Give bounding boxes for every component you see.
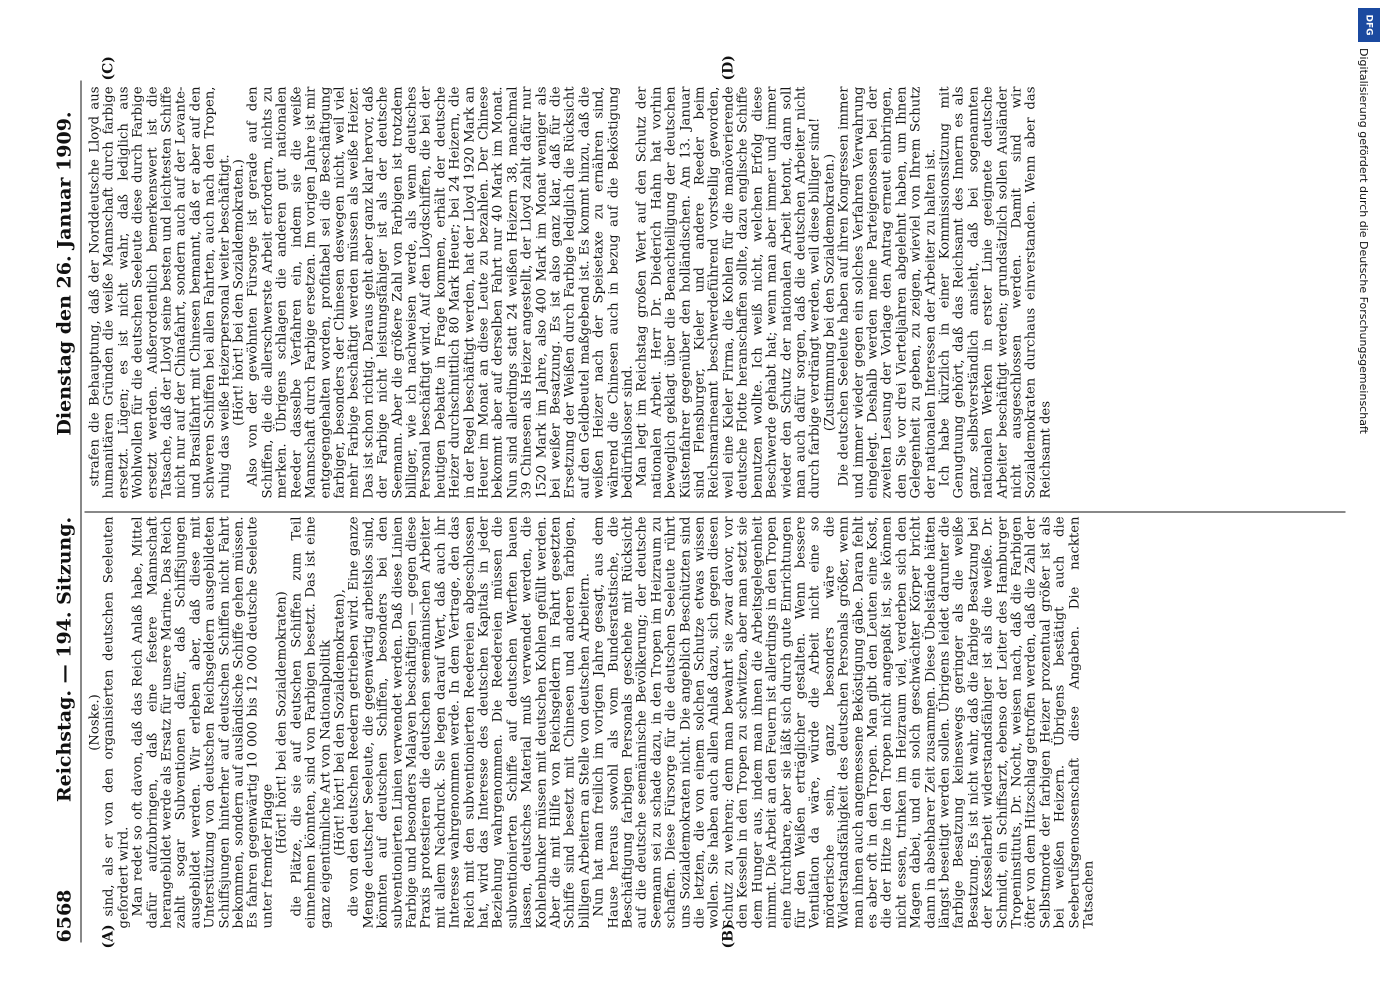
- funding-credit: [1352, 48, 1380, 628]
- margin-marker-a: (A): [100, 923, 116, 948]
- dfg-logo: DFG: [1358, 8, 1380, 42]
- paragraph: sind, als er von den organisierten deutschen Seeleuten gefordert wird.: [101, 516, 131, 928]
- session-date: Dienstag den 26. Januar 1909.: [53, 110, 75, 436]
- paragraph: die Plätze, die sie auf deutschen Schiffen zum Teil einnehmen könnten, sind von Farbigen besetzt. Das ist eine ganz eigentümliche Art von Nationalpolitik: [288, 516, 333, 928]
- page-header: [52, 80, 76, 942]
- paragraph: Also von der gewöhnten Fürsorge ist gerade auf den Schiffen, die die allerschwerste Arbeit erfordern, nichts zu merken. Übrigens schlagen die anderen gut nationalen Reeder dasselbe Verfahren ein, indem sie die weiße Mannschaft durch Farbige ersetzen. Im vorigen Jahre ist mir entgegengehalten worden, profitabel sei die Beschäftigung farbiger, besonders der Chinesen deswegen nicht, weil viel mehr Farbige beschäftigt werden müssen als weiße Heizer. Das ist schon richtig. Daraus geht aber ganz klar hervor, daß der Farbige nicht leistungsfähiger ist als der deutsche Seemann. Aber die größere Zahl von Farbigen ist trotzdem billiger, wie ich nachweisen werde, als wenn deutsches Personal beschäftigt wird. Auf den Lloydschiffen, die bei der heutigen Debatte in Frage kommen, erhält der deutsche Heizer durchschnittlich 80 Mark Heuer; bei 24 Heizern, die in der Regel beschäftigt werden, hat der Lloyd 1920 Mark an Heuer im Monat an diese Leute zu bezahlen. Der Chinese bekommt aber auf derselben Fahrt nur 40 Mark im Monat. Nun sind allerdings statt 24 weißen Heizern 38, manchmal 39 Chinesen als Heizer angestellt, der Lloyd zahlt dafür nur 1520 Mark im Jahre, also 400 Mark im Monat weniger als bei weißer Besatzung. Es ist also ganz klar, daß für die Ersetzung der Weißen durch Farbige lediglich die Rücksicht auf den Geldbeutel maßgebend ist. Es kommt hinzu, daß die weißen Heizer nach der Speisetaxe zu ernähren sind, während die Chinesen auch in bezug auf die Beköstigung bedürfnisloser sind.: [245, 86, 636, 498]
- paragraph: Nun hat man freilich im vorigen Jahre gesagt, aus dem Hause heraus sowohl als vom Bundesratstische, die Beschäftigung farbigen Personals geschehe mit Rücksicht auf die deutsche seemännische Bevölkerung; der deutsche Seemann sei zu schade dazu, in den Tropen im Heizraum zu schaffen. Diese Fürsorge für die deutschen Seeleute rührt uns Sozialdemokraten nicht. Die angeblich Beschützten sind die letzten, die von einem solchen Schutze etwas wissen wollen. Sie haben auch allen Anlaß dazu, sich gegen diesen Schutz zu wehren; denn man bewahrt sie zwar davor, vor den Kesseln in den Tropen zu schwitzen, aber man setzt sie dem Hunger aus, indem man ihnen die Arbeitsgelegenheit nimmt. Die Arbeit an den Feuern ist allerdings in den Tropen eine furchtbare, aber sie läßt sich durch gute Einrichtungen für den Weißen erträglicher gestalten. Wenn bessere Ventilation da wäre, würde die Arbeit nicht eine so mörderische sein, ganz besonders wäre die Widerstandsfähigkeit des deutschen Personals größer, wenn man ihnen auch angemessene Beköstigung gäbe. Daran fehlt es aber oft in den Tropen. Man gibt den Leuten eine Kost, die der Hitze in den Tropen nicht angepaßt ist, sie können nicht essen, trinken im Heizraum viel, verderben sich den Magen dabei, und ein solch geschwächter Körper bricht dann in absehbarer Zeit zusammen. Diese Übelstände hätten längst beseitigt werden sollen. Übrigens leidet darunter die farbige Besatzung keineswegs geringer als die weiße Besatzung. Es ist nicht wahr, daß die farbige Besatzung bei der Kesselarbeit widerstandsfähiger ist als die weiße. Dr. Schmidt, ein Schiffsarzt, ebenso der Leiter des Hamburger Tropeninstituts, Dr. Nocht, weisen nach, daß die Farbigen öfter von dem Hitzschlag getroffen werden, daß die Zahl der Selbstmorde der farbigen Heizer prozentual größer ist als bei weißen Heizern. Übrigens bestätigt auch die Seeberufsgenossenschaft diese Angaben. Die nackten Tatsachen: [591, 516, 1097, 928]
- margin-marker-d: (D): [720, 54, 736, 80]
- margin-marker-c: (C): [100, 55, 116, 80]
- interjection: (Zustimmung bei den Sozialdemokraten.): [821, 153, 837, 431]
- column-divider: [84, 511, 1345, 512]
- speaker-name: (Noske.): [87, 693, 102, 751]
- paragraph: Man redet so oft davon, daß das Reich Anlaß habe, Mittel dafür aufzubringen, daß eine festere Mannschaft herangebildet werde als Ersatz für unsere Marine. Das Reich zahlt sogar Subventionen dafür, daß Schiffsjungen ausgebildet werden. Wir erleben aber, daß diese mit Unterstützung von deutschen Reichsgeldern ausgebildeten Schiffsjungen hinterher auf deutschen Schiffen nicht Fahrt bekommen, sondern auf ausländische Schiffe gehen müssen. Es fahren gegenwärtig 10 000 bis 12 000 deutsche Seeleute unter fremder Flagge: [130, 516, 275, 928]
- paragraph: Die deutschen Seeleute haben auf ihren Kongressen immer und immer wieder gegen ein solches Verfahren Verwahrung eingelegt. Deshalb werden meine Parteigenossen bei der zweiten Lesung der Vorlage den Antrag erneut einbringen, den Sie vor drei Vierteljahren abgelehnt haben, um Ihnen Gelegenheit zu geben, zu zeigen, wieviel von Ihrem Schutz der nationalen Interessen der Arbeiter zu halten ist.: [836, 86, 938, 498]
- paragraph: Man legt im Reichstag großen Wert auf den Schutz der nationalen Arbeit. Herr Dr. Diederich Hahn hat vorhin beweglich geklagt über die Benachteiligung der deutschen Küstenfahrer gegenüber den holländischen. Am 13. Januar sind Flensburger, Kieler und andere Reeder beim Reichsmarineamt beschwerdeführend vorstellig geworden, weil eine Kieler Firma, die Kohlen für die manöverierende deutsche Flotte heranschaffen sollte, dazu englische Schiffe benutzen wollte. Ich weiß nicht, welchen Erfolg diese Beschwerde gehabt hat; wenn man aber immer und immer wieder den Schutz der nationalen Arbeit betont, dann soll man auch dafür sorgen, daß die deutschen Arbeiter nicht durch farbige verdrängt werden, weil diese billiger sind!: [634, 86, 823, 498]
- interjection: (Hört! hört! bei den Sozialdemokraten.): [231, 158, 247, 426]
- page-number: 6568: [53, 889, 75, 942]
- margin-marker-b: (B): [720, 922, 736, 948]
- left-column: [88, 516, 1096, 928]
- right-column: [88, 86, 1053, 498]
- interjection: (Hört! hört! bei den Sozialdemokraten): [274, 590, 290, 854]
- interjection: (Hört! hört! bei den Sozialdemokraten),: [331, 588, 347, 856]
- session-title: Reichstag. — 194. Sitzung.: [53, 516, 75, 802]
- header-rule: [80, 80, 81, 942]
- paragraph: Ich habe kürzlich in einer Kommissionssitzung mit Genugtuung gehört, daß das Reichsamt des Innern es als ganz selbstverständlich ansieht, daß bei sogenannten nationalen Werken in erster Linie geeignete deutsche Arbeiter beschäftigt werden; grundsätzlich sollen Ausländer nicht ausgeschlossen werden. Damit sind wir Sozialdemokraten durchaus einverstanden. Wenn aber das Reichsamt des: [936, 86, 1053, 498]
- funding-credit-text: Digitalisierung gefördert durch die Deutsche Forschungsgemeinschaft: [1357, 48, 1370, 434]
- paragraph: strafen die Behauptung, daß der Norddeutsche Lloyd aus humanitären Gründen die weiße Mannschaft durch farbige ersetzt. Lügen; es ist nicht wahr, daß lediglich aus Wohlwollen für die deutschen Seeleute diese durch Farbige ersetzt werden. Außerordentlich bemerkenswert ist die Tatsache, daß der Lloyd seine besten und leichtesten Schiffe nicht nur auf der Chinafahrt, sondern auch auf der Levante- und Brasilfahrt mit Chinesen bemannt, daß er aber auf den schweren Schiffen bei allen Fahrten, auch nach den Tropen, ruhig das weiße Heizerpersonal weiter beschäftigt.: [87, 86, 232, 498]
- paragraph: die von den deutschen Reedern getrieben wird. Eine ganze Menge deutscher Seeleute, die gegenwärtig arbeitslos sind, könnten auf deutschen Schiffen, besonders bei den subventionierten Linien verwendet werden. Daß diese Linien Farbige und besonders Malayen beschäftigen — gegen diese Praxis protestieren die deutschen seemännischen Arbeiter mit allem Nachdruck. Sie legen darauf Wert, daß auch ihr Interesse wahrgenommen werde. In dem Vertrage, den das Reich mit den subventionierten Reedereien abgeschlossen hat, wird das Interesse des deutschen Kapitals in jeder Beziehung wahrgenommen. Die Reedereien müssen die subventionierten Schiffe auf deutschen Werften bauen lassen, deutsches Material muß verwendet werden, die Kohlenbunker müssen mit deutschen Kohlen gefüllt werden. Aber die mit Hilfe von Reichsgeldern in Fahrt gesetzten Schiffe sind besetzt mit Chinesen und anderen farbigen, billigen Arbeitern an Stelle von deutschen Arbeitern.: [346, 516, 592, 928]
